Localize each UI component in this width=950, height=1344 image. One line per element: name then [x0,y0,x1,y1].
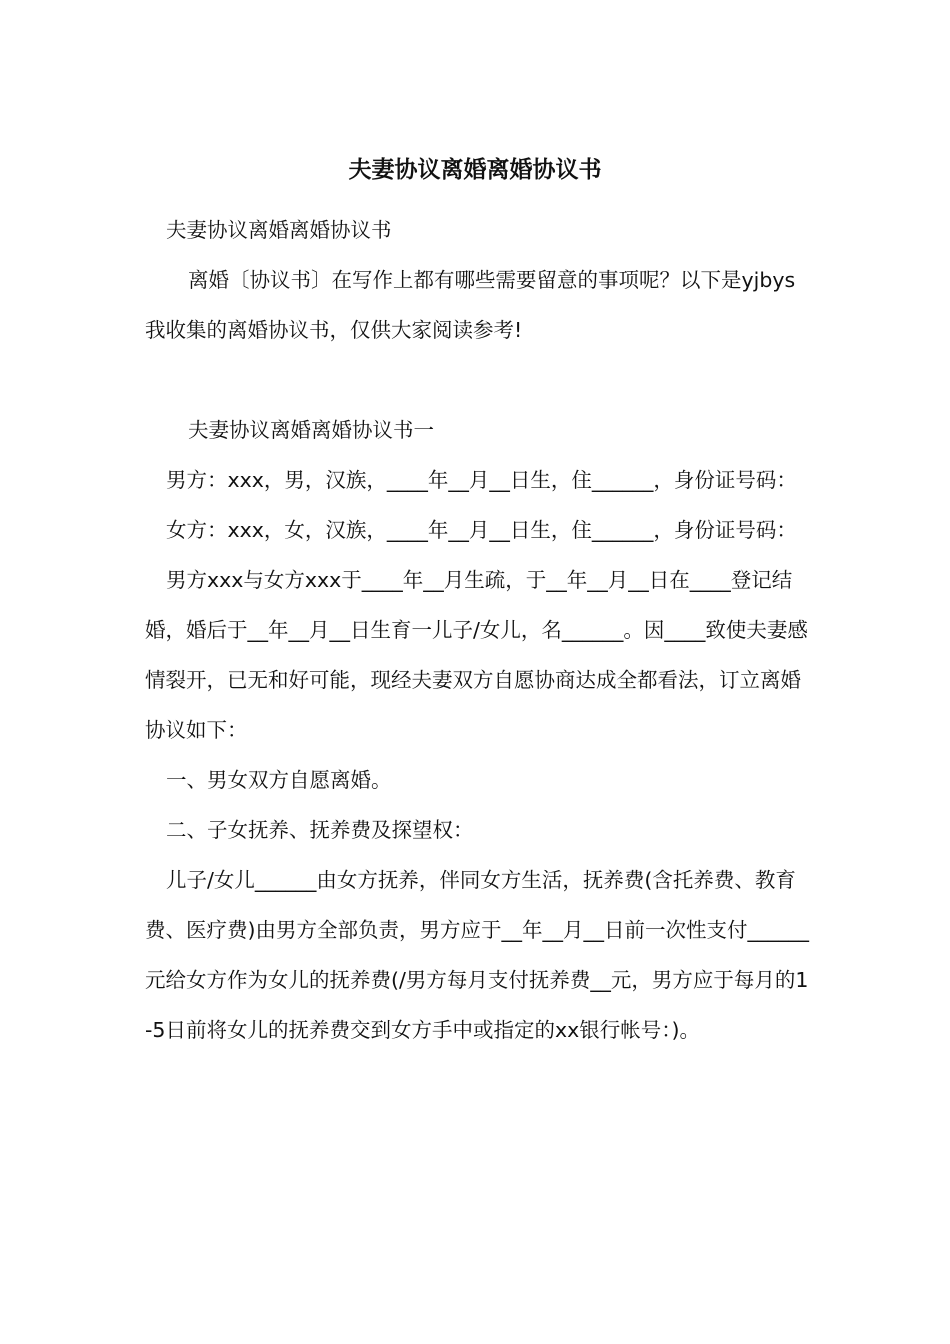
document-title: 夫妻协议离婚离婚协议书 [348,157,602,183]
clause-one-paragraph: 一、男女双方自愿离婚。 [166,768,392,792]
child-support-paragraph: 儿子/女儿______由女方抚养，伴同女方生活，抚养费(含托养费、教育费、医疗费)由男方全部负责，男方应于__年__月__日前一次性支付______元给女方作为女儿的抚养费(/男方每月支付抚养费__元，男方应于每月的1-5日前将女儿的抚养费交到女方手中或指定的xx银行帐号：)。 [145,868,809,1042]
wife-info-paragraph: 女方：xxx，女，汉族，____年__月__日生，住______，身份证号码： [166,518,797,542]
husband-info-paragraph: 男方：xxx，男，汉族，____年__月__日生，住______，身份证号码： [166,468,797,492]
paragraph-spacer [145,355,810,405]
document-body [145,205,810,1055]
intro-paragraph: 离婚〔协议书〕在写作上都有哪些需要留意的事项呢？以下是yjbys我收集的离婚协议书，仅供大家阅读参考! [145,268,796,342]
subtitle-paragraph: 夫妻协议离婚离婚协议书 [166,218,392,242]
marriage-background-paragraph: 男方xxx与女方xxx于____年__月生疏，于__年__月__日在____登记结婚，婚后于__年__月__日生育一儿子/女儿，名______。因____致使夫妻感情裂开，已无和好可能，现经夫妻双方自愿协商达成全都看法，订立离婚协议如下： [145,568,808,742]
clause-two-heading: 二、子女抚养、抚养费及探望权： [166,818,474,842]
section-heading: 夫妻协议离婚离婚协议书一 [188,418,434,442]
